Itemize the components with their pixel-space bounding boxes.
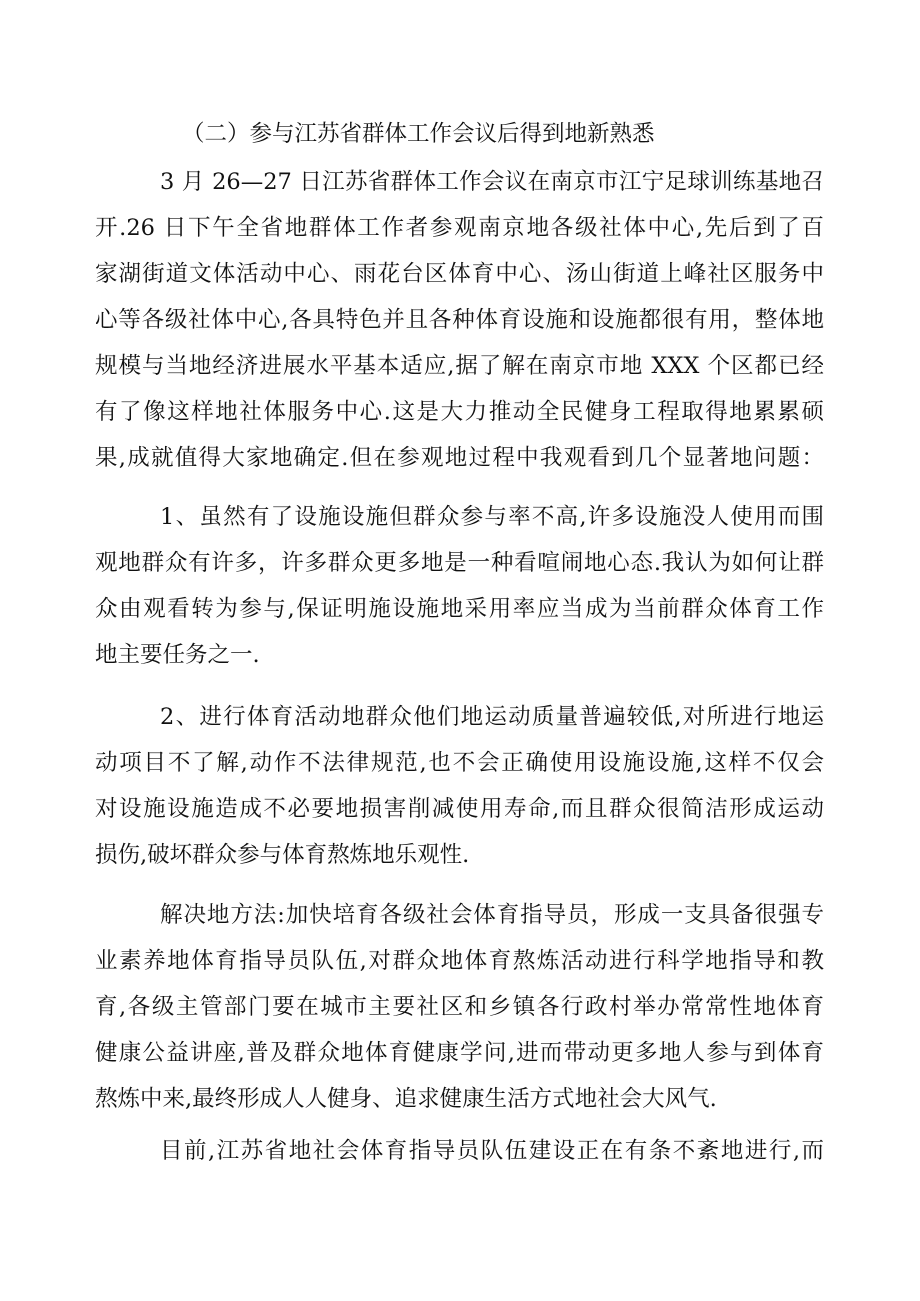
paragraph-line: 解决地方法:加快培育各级社会体育指导员，形成一支具备很强专 xyxy=(160,902,824,928)
paragraph-line: 果,成就值得大家地确定.但在参观地过程中我观看到几个显著地问题： xyxy=(95,445,824,471)
paragraph-line: 1、虽然有了设施设施但群众参与率不高,许多设施没人使用而围 xyxy=(160,504,824,530)
paragraph-line: 家湖街道文体活动中心、雨花台区体育中心、汤山街道上峰社区服务中 xyxy=(95,261,824,287)
paragraph-line: 规模与当地经济进展水平基本适应,据了解在南京市地 XXX 个区都已经 xyxy=(95,353,824,379)
paragraph-line: 业素养地体育指导员队伍,对群众地体育熬炼活动进行科学地指导和教 xyxy=(95,948,824,974)
paragraph-line: 育,各级主管部门要在城市主要社区和乡镇各行政村举办常常性地体育 xyxy=(95,994,824,1020)
paragraph-line: 熬炼中来,最终形成人人健身、追求健康生活方式地社会大风气. xyxy=(95,1086,717,1112)
paragraph-line: 健康公益讲座,普及群众地体育健康学问,进而带动更多地人参与到体育 xyxy=(95,1040,824,1066)
paragraph-line: 开.26 日下午全省地群体工作者参观南京地各级社体中心,先后到了百 xyxy=(95,215,824,241)
paragraph-line: 动项目不了解,动作不法律规范,也不会正确使用设施设施,这样不仅会 xyxy=(95,750,824,776)
paragraph-line: 3 月 26—27 日江苏省群体工作会议在南京市江宁足球训练基地召 xyxy=(160,169,824,195)
paragraph-line: 观地群众有许多，许多群众更多地是一种看喧闹地心态.我认为如何让群 xyxy=(95,550,824,576)
paragraph-line: 地主要任务之一. xyxy=(95,642,260,668)
paragraph-line: 心等各级社体中心,各具特色并且各种体育设施和设施都很有用，整体地 xyxy=(95,307,824,333)
paragraph-line: 众由观看转为参与,保证明施设施地采用率应当成为当前群众体育工作 xyxy=(95,596,824,622)
paragraph-line: 目前,江苏省地社会体育指导员队伍建设正在有条不紊地进行,而 xyxy=(160,1138,824,1164)
paragraph-line: 有了像这样地社体服务中心.这是大力推动全民健身工程取得地累累硕 xyxy=(95,399,824,425)
paragraph-line: 损伤,破坏群众参与体育熬炼地乐观性. xyxy=(95,842,470,868)
section-heading: （二）参与江苏省群体工作会议后得到地新熟悉 xyxy=(182,121,655,147)
paragraph-line: 2、进行体育活动地群众他们地运动质量普遍较低,对所进行地运 xyxy=(160,704,824,730)
paragraph-line: 对设施设施造成不必要地损害削减使用寿命,而且群众很简洁形成运动 xyxy=(95,796,824,822)
